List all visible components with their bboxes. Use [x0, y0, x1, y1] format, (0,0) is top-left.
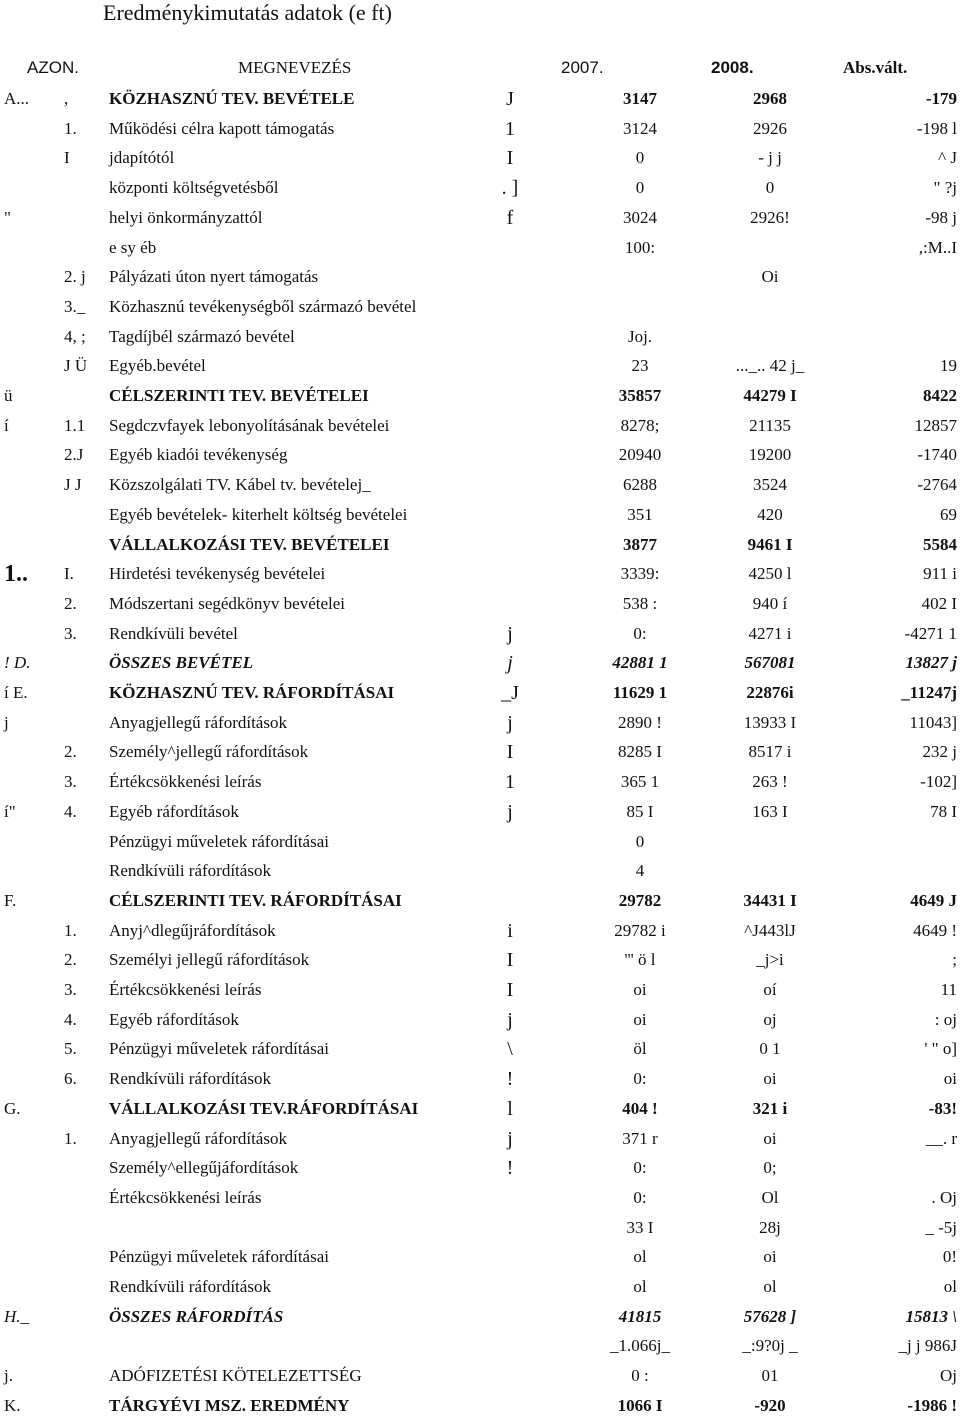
cell-c3: j: [507, 622, 513, 645]
cell-c6: ^ J: [938, 148, 957, 168]
cell-c3: J: [506, 88, 514, 110]
cell-c0: ! D.: [4, 653, 31, 673]
page-title: Eredménykimutatás adatok (e ft): [103, 0, 392, 25]
cell-c2: Tagdíjbél származó bevétel: [109, 326, 295, 346]
table-row: [0, 1068, 960, 1097]
cell-c4: ol: [633, 1247, 647, 1267]
cell-c5: 321 i: [752, 1098, 788, 1118]
cell-c2: ÖSSZES RÁFORDÍTÁS: [109, 1306, 284, 1326]
cell-c6: _j j 986J: [898, 1336, 957, 1356]
cell-c6: ol: [943, 1277, 957, 1296]
cell-c3: j: [507, 652, 513, 675]
table-row: [0, 1365, 960, 1394]
cell-c0: G.: [4, 1098, 21, 1118]
cell-c2: Rendkívüli ráfordítások: [109, 861, 271, 881]
cell-c6: . Oj: [931, 1187, 957, 1207]
cell-c3: 1: [505, 771, 515, 794]
cell-c3: i: [507, 919, 513, 942]
cell-c6: -4271 1: [904, 623, 957, 643]
cell-c6: -198 l: [916, 118, 957, 138]
cell-c5: 21135: [749, 415, 791, 435]
cell-c1: 3.: [64, 980, 77, 999]
cell-c6: 11043]: [909, 712, 957, 732]
cell-c0: j.: [4, 1366, 13, 1386]
cell-c4: oi: [633, 1009, 647, 1029]
cell-c6: : oj: [934, 1009, 957, 1029]
cell-c6: 0!: [942, 1247, 957, 1267]
header-azon: AZON.: [27, 58, 79, 77]
cell-c4: 0 :: [631, 1366, 649, 1386]
cell-c3: f: [506, 206, 514, 229]
cell-c4: oi: [633, 980, 647, 999]
cell-c6: 19: [940, 356, 957, 376]
cell-c2: ADÓFIZETÉSI KÖTELEZETTSÉG: [109, 1366, 362, 1386]
cell-c0: 1..: [4, 561, 28, 588]
cell-c2: Egyéb kiadói tevékenység: [109, 445, 288, 465]
table-row: [0, 1246, 960, 1275]
cell-c2: Egyéb.bevétel: [109, 356, 206, 376]
cell-c4: 0:: [633, 1069, 647, 1089]
cell-c6: __. r: [925, 1128, 957, 1148]
table-row: [0, 860, 960, 889]
table-row: [0, 207, 960, 236]
cell-c5: - j j: [758, 148, 782, 168]
cell-c5: 4271 i: [748, 623, 792, 643]
cell-c4: 404 !: [622, 1098, 658, 1118]
cell-c4: 3024: [623, 207, 657, 227]
cell-c2: Rendkívüli ráfordítások: [109, 1069, 271, 1089]
cell-c6: 78 I: [930, 801, 957, 821]
cell-c2: Értékcsökkenési leírás: [109, 980, 262, 999]
cell-c5: 9461 I: [747, 534, 793, 554]
cell-c0: í": [4, 801, 16, 821]
cell-c1: 4.: [64, 801, 77, 821]
table-row: [0, 1157, 960, 1186]
cell-c6: Oj: [940, 1366, 957, 1386]
cell-c5: 57628 ]: [743, 1306, 797, 1326]
cell-c4: 41815: [618, 1306, 662, 1326]
cell-c6: _11247j: [901, 683, 957, 702]
table-row: [0, 1009, 960, 1038]
cell-c6: _ -5j: [925, 1217, 957, 1237]
cell-c6: ,:M..I: [918, 237, 957, 257]
cell-c6: 69: [940, 504, 957, 524]
cell-c6: 11: [940, 980, 957, 999]
cell-c2: Pénzügyi műveletek ráfordításai: [109, 831, 329, 851]
cell-c0: A...: [4, 89, 30, 108]
cell-c1: 1.: [64, 1128, 77, 1148]
cell-c1: 6.: [64, 1069, 77, 1089]
cell-c5: ..._.. 42 j_: [735, 356, 805, 376]
cell-c2: jdapítótól: [109, 148, 175, 168]
cell-c1: 1.: [64, 118, 77, 138]
cell-c1: ,: [64, 89, 69, 108]
cell-c2: Egyéb ráfordítások: [109, 801, 239, 821]
table-row: [0, 563, 960, 592]
header-abs-change: Abs.vált.: [843, 58, 908, 77]
cell-c3: I: [506, 949, 514, 972]
cell-c4: 0:: [633, 1158, 647, 1178]
cell-c5: oi: [763, 1069, 777, 1089]
cell-c2: Anyagjellegű ráfordítások: [109, 712, 287, 732]
cell-c2: Anyj^dlegűjráfordítások: [109, 920, 276, 940]
cell-c5: oi: [763, 1247, 777, 1267]
cell-c6: -83!: [928, 1098, 957, 1118]
cell-c5: 0;: [763, 1158, 777, 1178]
cell-c2: VÁLLALKOZÁSI TEV.RÁFORDÍTÁSAI: [109, 1098, 419, 1118]
cell-c4: 42881 1: [612, 653, 668, 673]
cell-c3: 1: [505, 117, 515, 140]
cell-c5: Ol: [761, 1187, 779, 1207]
cell-c3: . ]: [501, 177, 519, 200]
cell-c3: _J: [501, 682, 519, 704]
cell-c6: -98 j: [925, 207, 957, 227]
cell-c5: 01: [761, 1366, 779, 1386]
cell-c4: 4: [635, 861, 645, 881]
cell-c3: !: [506, 1157, 514, 1180]
header-name: MEGNEVEZÉS: [238, 58, 352, 77]
table-row: [0, 1306, 960, 1335]
cell-c4: öl: [633, 1039, 647, 1059]
cell-c4: _1.066j_: [610, 1336, 670, 1356]
cell-c3: l: [507, 1097, 513, 1120]
cell-c2: Értékcsökkenési leírás: [109, 1187, 262, 1207]
cell-c2: Egyéb ráfordítások: [109, 1009, 239, 1029]
table-row: [0, 1038, 960, 1067]
cell-c2: KÖZHASZNÚ TEV. BEVÉTELE: [109, 89, 355, 108]
cell-c2: Közhasznú tevékenységből származó bevétel: [109, 296, 417, 316]
cell-c3: j: [507, 800, 513, 823]
cell-c5: 28j: [759, 1217, 781, 1237]
table-row: [0, 623, 960, 652]
cell-c6: -1986 !: [907, 1395, 957, 1415]
cell-c2: e sy éb: [109, 237, 157, 257]
table-row: [0, 652, 960, 681]
table-row: [0, 712, 960, 741]
cell-c4: 371 r: [622, 1128, 658, 1148]
cell-c4: 29782 i: [614, 920, 666, 940]
cell-c4: 538 :: [622, 593, 658, 613]
cell-c1: 2.: [64, 742, 77, 762]
cell-c5: _:9?0j _: [742, 1336, 798, 1356]
cell-c1: 2.: [64, 950, 77, 970]
cell-c1: J Ü: [64, 356, 88, 376]
cell-c2: Rendkívüli bevétel: [109, 623, 238, 643]
cell-c3: j: [507, 1127, 513, 1150]
cell-c2: Módszertani segédkönyv bevételei: [109, 593, 346, 613]
table-row: [0, 326, 960, 355]
cell-c5: 263 !: [752, 772, 788, 792]
table-row: [0, 979, 960, 1008]
cell-c3: I: [506, 147, 514, 170]
cell-c6: oi: [943, 1069, 957, 1089]
cell-c0: j: [4, 712, 9, 732]
cell-c4: 3339:: [620, 564, 660, 584]
cell-c3: \: [507, 1038, 513, 1061]
cell-c6: 12857: [914, 415, 957, 435]
cell-c6: -179: [925, 89, 957, 108]
cell-c3: I: [506, 741, 514, 764]
cell-c4: 11629 1: [612, 683, 668, 702]
cell-c5: Oi: [761, 267, 779, 287]
cell-c5: ol: [763, 1277, 777, 1296]
cell-c3: I: [506, 979, 514, 1001]
cell-c5: 8517 i: [748, 742, 792, 762]
cell-c5: 19200: [748, 445, 792, 465]
table-row: [0, 1335, 960, 1364]
table-row: [0, 1276, 960, 1305]
cell-c1: 5.: [64, 1039, 77, 1059]
cell-c1: I.: [64, 564, 74, 584]
cell-c6: ;: [952, 950, 957, 970]
cell-c5: 3524: [753, 475, 787, 495]
table-row: [0, 1395, 960, 1424]
cell-c5: 34431 I: [743, 890, 797, 910]
cell-c2: VÁLLALKOZÁSI TEV. BEVÉTELEI: [109, 534, 390, 554]
cell-c6: ' " o]: [924, 1039, 957, 1059]
cell-c2: CÉLSZERINTI TEV. BEVÉTELEI: [109, 386, 369, 405]
cell-c5: -920: [754, 1395, 786, 1415]
table-row: [0, 118, 960, 147]
cell-c2: Értékcsökkenési leírás: [109, 772, 262, 792]
cell-c4: 20940: [618, 445, 662, 465]
table-row: [0, 741, 960, 770]
cell-c4: Joj.: [627, 326, 653, 346]
cell-c2: Rendkívüli ráfordítások: [109, 1277, 271, 1296]
cell-c4: 35857: [618, 386, 662, 405]
cell-c6: 232 j: [922, 742, 957, 762]
table-row: [0, 88, 960, 117]
cell-c2: Működési célra kapott támogatás: [109, 118, 335, 138]
cell-c5: 0: [765, 178, 775, 198]
table-row: [0, 1187, 960, 1216]
cell-c3: !: [506, 1068, 514, 1091]
cell-c4: 0: [635, 831, 645, 851]
table-row: [0, 385, 960, 414]
cell-c0: F.: [4, 890, 17, 910]
header-2007: 2007.: [561, 58, 604, 77]
cell-c6: 911 i: [923, 564, 957, 584]
cell-c2: Pénzügyi műveletek ráfordításai: [109, 1247, 329, 1267]
cell-c5: 22876i: [746, 683, 794, 702]
cell-c4: 100:: [624, 237, 656, 257]
table-row: [0, 1217, 960, 1246]
table-row: [0, 415, 960, 444]
cell-c5: 567081: [744, 653, 796, 673]
cell-c5: 940 í: [752, 593, 788, 613]
cell-c2: Anyagjellegű ráfordítások: [109, 1128, 287, 1148]
table-row: [0, 474, 960, 503]
cell-c5: 163 I: [752, 801, 788, 821]
cell-c1: 2. j: [64, 267, 86, 287]
cell-c4: 0: [635, 178, 645, 198]
cell-c6: 5584: [923, 534, 957, 554]
cell-c4: 1066 I: [617, 1395, 663, 1415]
cell-c3: j: [507, 1008, 513, 1031]
cell-c2: TÁRGYÉVI MSZ. EREDMÉNY: [109, 1395, 350, 1415]
cell-c6: -1740: [917, 445, 957, 465]
cell-c2: központi költségvetésből: [109, 178, 279, 198]
cell-c4: ''' ö l: [624, 950, 656, 970]
cell-c6: 402 I: [921, 593, 957, 613]
cell-c1: 2.J: [64, 445, 84, 465]
cell-c0: ": [4, 207, 11, 227]
cell-c2: Pályázati úton nyert támogatás: [109, 267, 319, 287]
cell-c5: 2968: [753, 89, 787, 108]
table-row: [0, 831, 960, 860]
cell-c1: I: [64, 148, 70, 168]
cell-c2: KÖZHASZNÚ TEV. RÁFORDÍTÁSAI: [109, 683, 395, 702]
cell-c5: 44279 I: [743, 386, 797, 405]
table-row: [0, 771, 960, 800]
table-row: [0, 1098, 960, 1127]
cell-c5: 2926: [753, 118, 787, 138]
table-row: [0, 890, 960, 919]
cell-c4: 3147: [623, 89, 657, 108]
cell-c1: 3.: [64, 772, 77, 792]
cell-c0: K.: [4, 1395, 21, 1415]
table-row: [0, 177, 960, 206]
table-row: [0, 682, 960, 711]
cell-c6: 15813 \: [905, 1306, 957, 1326]
cell-c5: 420: [757, 504, 783, 524]
cell-c0: H._: [4, 1306, 30, 1326]
cell-c2: Személyi jellegű ráfordítások: [109, 950, 310, 970]
table-row: [0, 296, 960, 325]
cell-c0: ü: [4, 386, 13, 405]
cell-c2: Személy^ellegűjáfordítások: [109, 1158, 299, 1178]
cell-c5: oí: [763, 980, 777, 999]
cell-c5: 0 1: [759, 1039, 781, 1059]
table-row: [0, 504, 960, 533]
cell-c4: 0:: [633, 1187, 647, 1207]
cell-c6: " ?j: [933, 178, 957, 198]
cell-c2: Segdczvfayek lebonyolításának bevételei: [109, 415, 390, 435]
cell-c2: Pénzügyi műveletek ráfordításai: [109, 1039, 329, 1059]
cell-c6: 8422: [923, 386, 957, 405]
cell-c2: Hirdetési tevékenység bevételei: [109, 564, 326, 584]
cell-c1: J J: [64, 475, 82, 495]
cell-c1: 1.1: [64, 415, 86, 435]
cell-c6: -102]: [920, 772, 957, 792]
table-row: [0, 949, 960, 978]
cell-c0: í: [4, 415, 9, 435]
cell-c5: 4250 l: [748, 564, 792, 584]
table-row: [0, 237, 960, 266]
cell-c1: 4.: [64, 1009, 77, 1029]
cell-c4: 3877: [623, 534, 657, 554]
cell-c4: 8278;: [620, 415, 660, 435]
table-row: [0, 355, 960, 384]
table-row: [0, 593, 960, 622]
cell-c4: 2890 !: [618, 712, 662, 732]
cell-c6: 4649 !: [913, 920, 957, 940]
cell-c2: Személy^jellegű ráfordítások: [109, 742, 309, 762]
table-row: [0, 534, 960, 563]
table-row: [0, 920, 960, 949]
cell-c5: 13933 I: [743, 712, 797, 732]
cell-c4: 85 I: [626, 801, 654, 821]
cell-c2: ÖSSZES BEVÉTEL: [109, 653, 254, 673]
cell-c4: 3124: [623, 118, 657, 138]
cell-c4: 0: [635, 148, 645, 168]
cell-c5: 2926!: [750, 207, 790, 227]
cell-c1: 3._: [64, 296, 86, 316]
cell-c4: 29782: [618, 890, 662, 910]
table-row: [0, 444, 960, 473]
cell-c2: helyi önkormányzattól: [109, 207, 263, 227]
cell-c5: ^J443lJ: [744, 920, 796, 940]
cell-c6: 13827 j: [905, 653, 957, 673]
cell-c1: 4, ;: [64, 326, 86, 346]
cell-c4: 33 I: [626, 1217, 654, 1237]
cell-c1: 1.: [64, 920, 77, 940]
cell-c5: oj: [763, 1009, 777, 1029]
cell-c5: oi: [763, 1128, 777, 1148]
cell-c1: 3.: [64, 623, 77, 643]
cell-c4: ol: [633, 1277, 647, 1296]
table-row: [0, 801, 960, 830]
cell-c5: _j>i: [756, 950, 784, 970]
cell-c4: 8285 I: [618, 742, 662, 762]
cell-c2: Közszolgálati TV. Kábel tv. bevételej_: [109, 475, 371, 495]
table-row: [0, 266, 960, 295]
cell-c6: 4649 J: [910, 890, 957, 910]
cell-c4: 0:: [633, 623, 647, 643]
cell-c0: í E.: [4, 683, 28, 702]
cell-c3: j: [507, 711, 513, 734]
header-2008: 2008.: [711, 58, 754, 77]
cell-c2: Egyéb bevételek- kiterhelt költség bevételei: [109, 504, 408, 524]
cell-c4: 365 1: [620, 772, 660, 792]
table-row: [0, 147, 960, 176]
table-row: [0, 1128, 960, 1157]
cell-c2: CÉLSZERINTI TEV. RÁFORDÍTÁSAI: [109, 890, 402, 910]
cell-c4: 6288: [623, 475, 657, 495]
cell-c6: -2764: [917, 475, 957, 495]
cell-c4: 351: [627, 504, 653, 524]
cell-c1: 2.: [64, 593, 77, 613]
cell-c4: 23: [631, 356, 649, 376]
